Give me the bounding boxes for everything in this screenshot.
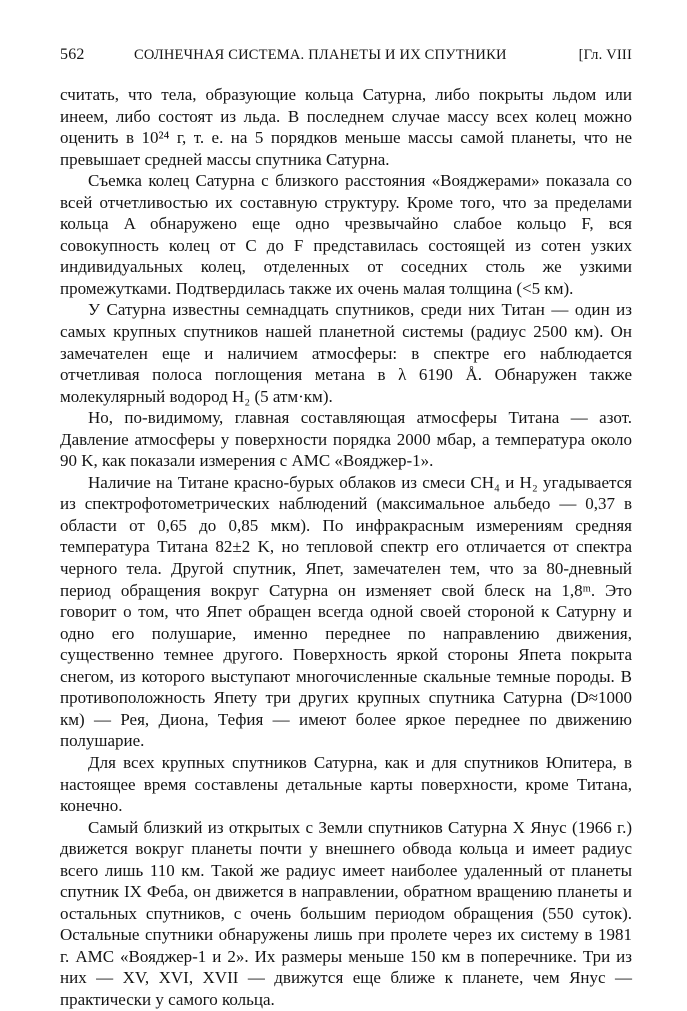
paragraph-surface-maps: Для всех крупных спутников Сатурна, как и для спутников Юпитера, в настоящее время составлены детальные карты поверхности, кроме Титана, конечно.	[60, 752, 632, 816]
paragraph-continuation: считать, что тела, образующие кольца Сатурна, либо покрыты льдом или инеем, либо состоят из льда. В последнем случае массу всех колец можно оценить в 10²⁴ г, т. е. на 5 порядков меньше массы самой планеты, что не превышает средней массы спутника Сатурна.	[60, 85, 632, 169]
paragraph-titan-atmosphere: Но, по-видимому, главная составляющая атмосферы Титана — азот. Давление атмосферы у поверхности порядка 2000 мбар, а температура около 90 K, как показали измерения с АМС «Вояджер-1».	[60, 408, 632, 471]
chapter-label: [Гл. VIII	[578, 47, 632, 63]
paragraph-inner-satellites: Самый близкий из открытых с Земли спутников Сатурна X Янус (1966 г.) движется вокруг планеты почти у внешнего обвода кольца и имеет радиус всего лишь 110 км. Такой же радиус имеет наиболее удаленный от планеты спутник IX Феба, он движется в направлении, обратном вращению планеты и остальных спутников, с очень большим периодом обращения (550 суток). Остальные спутники обнаружены лишь при пролете через их систему в 1981 г. АМС «Вояджер-1 и 2». Их размеры меньше 150 км в поперечнике. Три из них — XV, XVI, XVII — движутся еще ближе к планете, чем Янус — практически у самого кольца.	[60, 817, 632, 1009]
running-title: СОЛНЕЧНАЯ СИСТЕМА. ПЛАНЕТЫ И ИХ СПУТНИКИ	[134, 47, 507, 63]
paragraph-rings-structure: Съемка колец Сатурна с близкого расстояния «Вояджерами» показала со всей отчетливостью их составную структуру. Кроме того, что за пределами кольца A обнаружено еще одно чрезвычайно слабое кольцо F, вся совокупность колец от C до F представилась состоящей из сотен узких индивидуальных колец, отделенных от соседних столь же узкими промежутками. Подтвердилась также их очень малая толщина (<5 км).	[60, 171, 632, 298]
page-body	[60, 84, 632, 1011]
paragraph-titan-intro: У Сатурна известны семнадцать спутников, среди них Титан — один из самых крупных спутников нашей планетной системы (радиус 2500 км). Он замечателен еще и наличием атмосферы: в спектре его наблюдается отчетливая полоса поглощения метана в λ 6190 Å. Обнаружен также молекулярный водород H₂ (5 атм·км).	[60, 300, 632, 406]
page-header	[60, 46, 632, 72]
page-number: 562	[60, 46, 85, 63]
paragraph-titan-clouds-iapetus: Наличие на Титане красно-бурых облаков из смеси CH₄ и H₂ угадывается из спектрофотометрических наблюдений (максимальное альбедо — 0,37 в области от 0,65 до 0,85 мкм). По инфракрасным измерениям средняя температура Титана 82±2 K, но тепловой спектр его отличается от спектра черного тела. Другой спутник, Япет, замечателен тем, что за 80-дневный период обращения вокруг Сатурна он изменяет свой блеск на 1,8ᵐ. Это говорит о том, что Япет обращен всегда одной своей стороной к Сатурну и одно его полушарие, именно переднее по направлению движения, существенно темнее другого. Поверхность яркой стороны Япета покрыта снегом, из которого выступают многочисленные скальные темные породы. В противоположность Япету три других крупных спутника Сатурна (D≈1000 км) — Рея, Диона, Тефия — имеют более яркое переднее по движению полушарие.	[60, 472, 632, 751]
